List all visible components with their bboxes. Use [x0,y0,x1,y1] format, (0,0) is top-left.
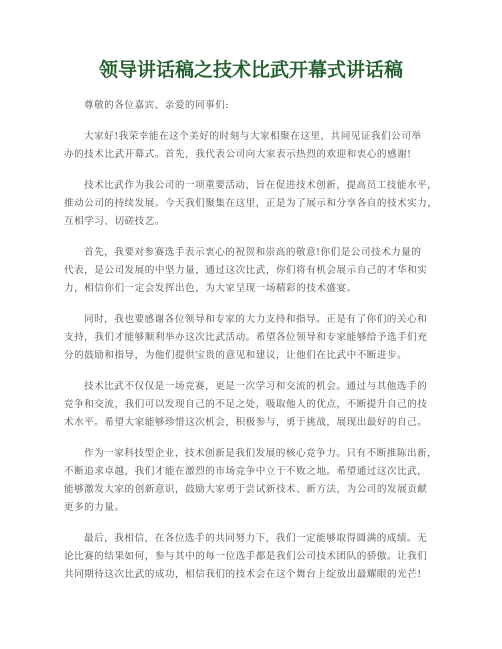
paragraph-line: 最后，我相信，在各位选手的共同努力下，我们一定能够取得圆满的成绩。无 [84,533,428,544]
paragraph-line: 作为一家科技型企业，技术创新是我们发展的核心竞争力。只有不断推陈出新， [84,448,438,459]
paragraph-line: 大家好!我荣幸能在这个美好的时刻与大家相聚在这里，共同见证我们公司举 [84,131,422,142]
paragraph-line: 力，相信你们一定会发挥出色，为大家呈现一场精彩的技术盛宴。 [64,283,357,294]
paragraph-line: 能够激发大家的创新意识，鼓励大家勇于尝试新技术、新方法，为公司的发展贡献 [64,484,428,495]
paragraph-line: 竞争和交流，我们可以发现自己的不足之处，吸取他人的优点，不断提升自己的技 [64,399,428,410]
paragraph-line: 不断追求卓越，我们才能在激烈的市场竞争中立于不败之地。希望通过这次比武， [64,466,428,477]
paragraph-line: 推动公司的持续发展。今天我们聚集在这里，正是为了展示和分享各自的技术实力， [64,198,438,209]
salutation: 尊敬的各位嘉宾、亲爱的同事们: [84,100,230,111]
paragraph-line: 分的鼓励和指导，为他们提供宝贵的意见和建议，让他们在比武中不断进步。 [64,350,408,361]
paragraph-line: 论比赛的结果如何，参与其中的每一位选手都是我们公司技术团队的骄傲。让我们 [64,551,428,562]
paragraph-line: 首先，我要对参赛选手表示衷心的祝贺和崇高的敬意!你们是公司技术力量的 [84,247,422,258]
paragraph-line: 代表，是公司发展的中坚力量，通过这次比武，你们将有机会展示自己的才华和实 [64,265,428,276]
paragraph-line: 支持，我们才能够顺利举办这次比武活动。希望各位领导和专家能够给予选手们充 [64,332,428,343]
document-title: 领导讲话稿之技术比武开幕式讲话稿 [98,59,403,81]
paragraph-line: 术水平。希望大家能够珍惜这次机会，积极参与，勇于挑战，展现出最好的自己。 [64,417,428,428]
paragraph-line: 互相学习、切磋技艺。 [64,216,165,227]
paragraph-line: 同时，我也要感谢各位领导和专家的大力支持和指导。正是有了你们的关心和 [84,314,428,325]
paragraph-line: 技术比武作为我公司的一项重要活动，旨在促进技术创新，提高员工技能水平， [84,180,438,191]
paragraph-line: 办的技术比武开幕式。首先，我代表公司向大家表示热烈的欢迎和衷心的感谢! [64,149,412,160]
paragraph-line: 共同期待这次比武的成功，相信我们的技术会在这个舞台上绽放出最耀眼的光芒! [64,569,422,580]
paragraph-line: 更多的力量。 [64,502,125,513]
paragraph-line: 技术比武不仅仅是一场竞赛，更是一次学习和交流的机会。通过与其他选手的 [84,381,428,392]
